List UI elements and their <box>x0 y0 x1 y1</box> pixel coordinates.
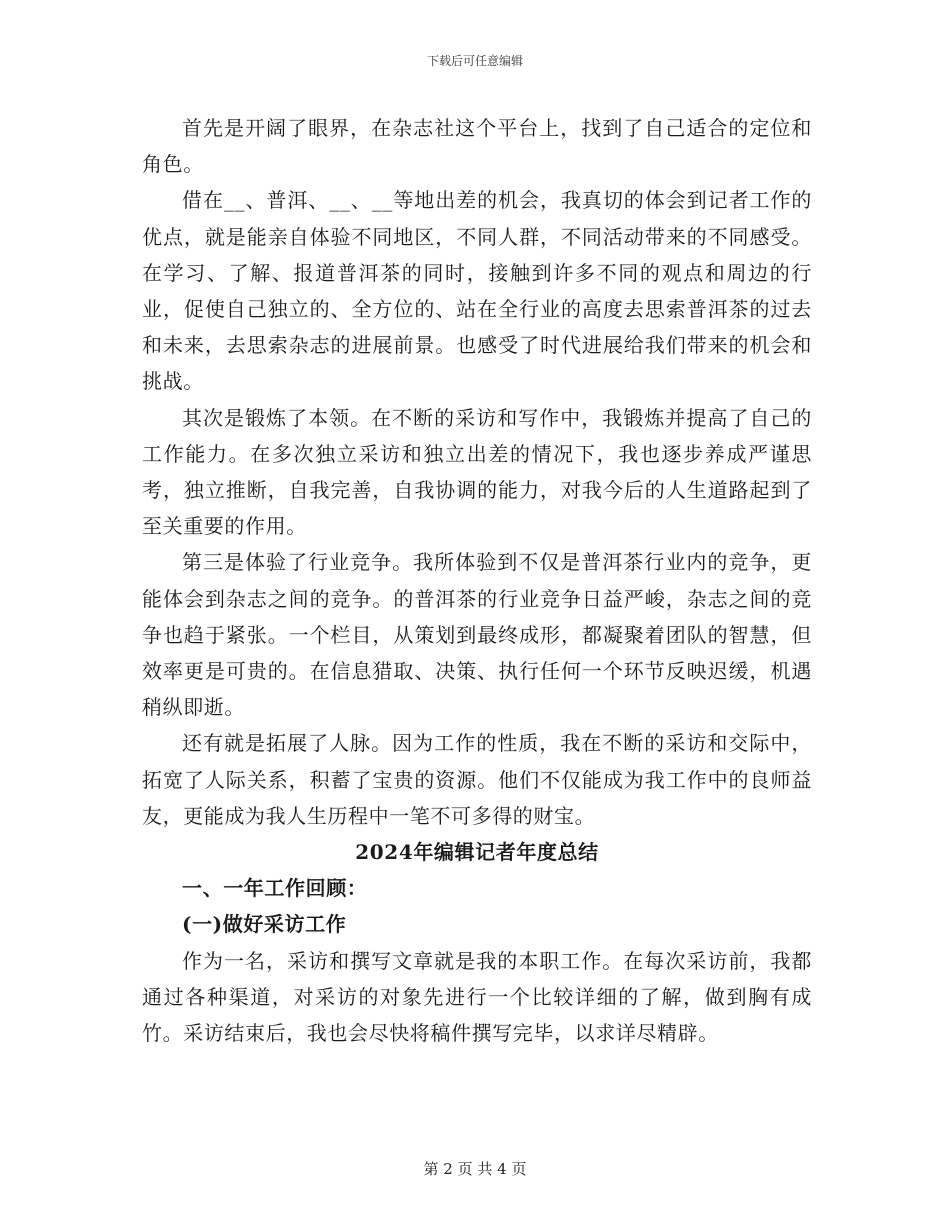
paragraph-network: 还有就是拓展了人脉。因为工作的性质，我在不断的采访和交际中，拓宽了人际关系，积蓄了宝贵的资源。他们不仅能成为我工作中的良师益友，更能成为我人生历程中一笔不可多得的财宝。 <box>142 731 812 828</box>
paragraph-horizons: 首先是开阔了眼界，在杂志社这个平台上，找到了自己适合的定位和角色。 <box>142 116 812 177</box>
page-header: 下载后可任意编辑 <box>426 54 523 68</box>
document-body <box>142 110 812 1051</box>
paragraph-travel-experience: 借在__、普洱、__、__等地出差的机会，我真切的体会到记者工作的优点，就是能亲自体验不同地区，不同人群，不同活动带来的不同感受。在学习、了解、报道普洱茶的同时，接触到许多不同的观点和周边的行业，促使自己独立的、全方位的、站在全行业的高度去思索普洱茶的过去和未来，去思索杂志的进展前景。也感受了时代进展给我们带来的机会和挑战。 <box>142 188 812 394</box>
paragraph-competition: 第三是体验了行业竞争。我所体验到不仅是普洱茶行业内的竞争，更能体会到杂志之间的竞争。的普洱茶的行业竞争日益严峻，杂志之间的竞争也趋于紧张。一个栏目，从策划到最终成形，都凝聚着团队的智慧，但效率更是可贵的。在信息猎取、决策、执行任何一个环节反映迟缓，机遇稍纵即逝。 <box>142 550 812 720</box>
paragraph-skills: 其次是锻炼了本领。在不断的采访和写作中，我锻炼并提高了自己的工作能力。在多次独立采访和独立出差的情况下，我也逐步养成严谨思考，独立推断，自我完善，自我协调的能力，对我今后的人生道路起到了至关重要的作用。 <box>142 405 812 539</box>
page-footer: 第 2 页 共 4 页 <box>423 1160 527 1178</box>
paragraph-interview-work: 作为一名，采访和撰写文章就是我的本职工作。在每次采访前，我都通过各种渠道，对采访的对象先进行一个比较详细的了解，做到胸有成竹。采访结束后，我也会尽快将稿件撰写完毕，以求详尽精辟。 <box>142 948 812 1046</box>
heading-interviews: (一)做好采访工作 <box>182 912 347 937</box>
heading-year-review: 一、一年工作回顾： <box>182 876 368 901</box>
section-title: 2024年编辑记者年度总结 <box>355 840 599 865</box>
